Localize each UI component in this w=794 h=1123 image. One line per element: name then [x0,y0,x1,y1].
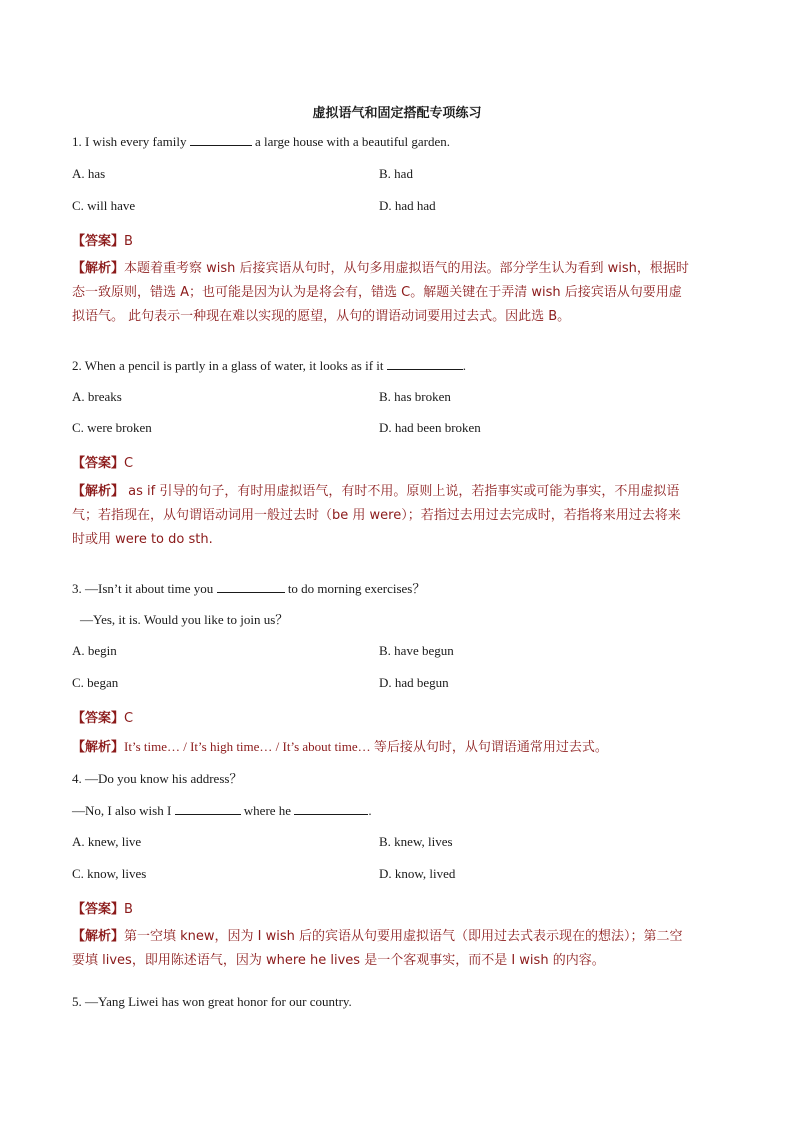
q1-option-c: C. will have [72,198,136,213]
q2-explanation: 【解析】 as if 引导的句子，有时用虚拟语气，有时不用。原则上说，若指事实或可能为事实，不用虚拟语 气；若指现在，从句谓语动词用一般过去时（be 用 were）；若指过去用过去完成时，若指将来用过去将来 时或用 were to do sth. [72,484,681,547]
q3-option-a: A. begin [72,643,117,658]
q4-explanation: 【解析】第一空填 knew，因为 I wish 后的宾语从句要用虚拟语气（即用过去式表示现在的想法）；第二空 要填 lives，即用陈述语气，因为 where he lives 是一个客观事实，而不是 I wish 的内容。 [72,929,683,968]
question-3-stem: 3. —Isn’t it about time you to do morning exercises？ [72,581,426,596]
q2-option-c: C. were broken [72,420,152,435]
question-4-reply: —No, I also wish I where he . [72,803,372,818]
question-3-reply: —Yes, it is. Would you like to join us？ [80,612,289,627]
q2-option-d: D. had been broken [379,420,481,435]
answer-blank [217,580,285,593]
q3-option-b: B. have begun [379,643,454,658]
q3-explanation: 【解析】It’s time… / It’s high time… / It’s about time… 等后接从句时，从句谓语通常用过去式。 [72,739,608,755]
q1-explanation: 【解析】本题着重考察 wish 后接宾语从句时，从句多用虚拟语气的用法。部分学生认为看到 wish，根据时 态一致原则，错选 A；也可能是因为认为是将会有，错选 C。解题关键在于弄清 wish 后接宾语从句要用虚 拟语气。 此句表示一种现在难以实现的愿望，从句的谓语动词要用过去式。因此选 B。 [72,261,689,324]
q1-option-a: A. has [72,166,106,181]
q2-answer: 【答案】C [72,456,134,471]
q3-option-d: D. had begun [379,675,449,690]
q3-option-c: C. began [72,675,119,690]
q4-option-a: A. knew, live [72,834,142,849]
q4-option-d: D. know, lived [379,866,456,881]
q1-option-b: B. had [379,166,413,181]
answer-blank [175,802,241,815]
question-2-stem: 2. When a pencil is partly in a glass of water, it looks as if it . [72,358,467,373]
q4-option-b: B. knew, lives [379,834,453,849]
answer-blank [387,357,463,370]
q4-option-c: C. know, lives [72,866,147,881]
question-4-stem: 4. —Do you know his address？ [72,771,243,786]
q2-option-a: A. breaks [72,389,122,404]
q2-option-b: B. has broken [379,389,451,404]
q4-answer: 【答案】B [72,902,133,917]
answer-blank [294,802,368,815]
answer-blank [190,133,252,146]
q3-answer: 【答案】C [72,711,134,726]
q1-option-d: D. had had [379,198,436,213]
question-1-stem: 1. I wish every family a large house with a beautiful garden. [72,134,451,149]
page-title: 虚拟语气和固定搭配专项练习 [312,106,482,121]
question-5-stem: 5. —Yang Liwei has won great honor for our country. [72,994,352,1009]
q1-answer: 【答案】B [72,234,133,249]
